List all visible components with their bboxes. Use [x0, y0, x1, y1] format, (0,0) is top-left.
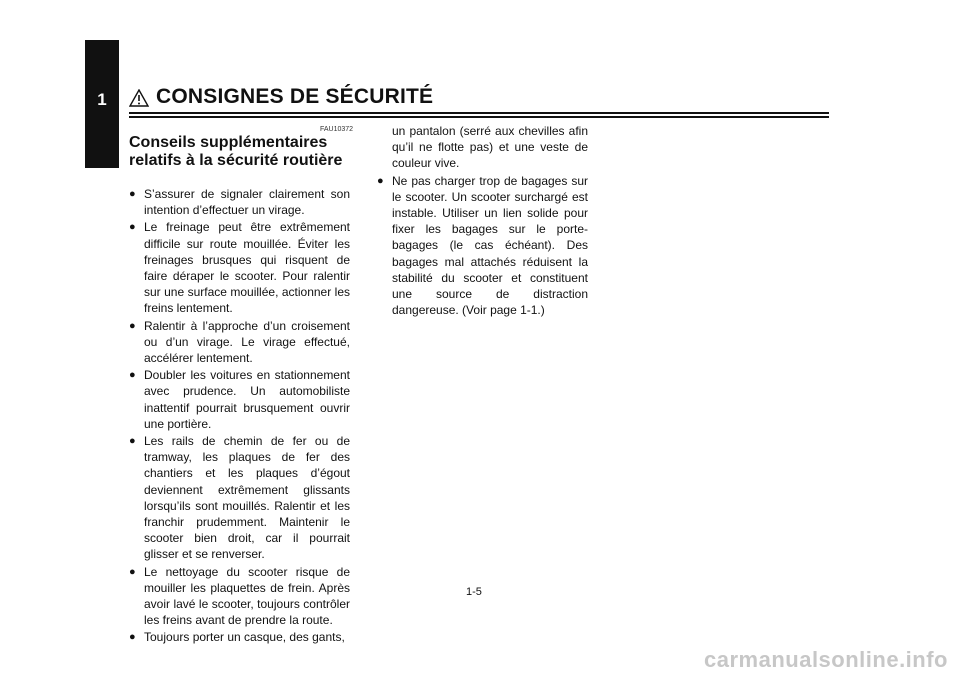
section-title-line: relatifs à la sécurité routière: [129, 152, 343, 169]
list-item: ● Ne pas charger trop de bagages sur le scooter. Un scooter surchargé est instable. Utiliser un lien solide pour fixer les bagages sur le porte-bagages (le cas échéant). Des bagages mal attachés réduisent la stabilité du scooter et constituent une source de distraction dangereuse. (Voir page 1-1.): [377, 173, 588, 319]
list-item: ● S’assurer de signaler clairement son intention d’effectuer un virage.: [129, 186, 350, 218]
header-rule: [129, 116, 829, 118]
list-item: ● Doubler les voitures en stationnement avec prudence. Un automobiliste inattentif pourrait brusquement ouvrir une portière.: [129, 367, 350, 432]
section-title-line: Conseils supplémentaires: [129, 134, 328, 151]
warning-triangle-icon: [129, 89, 149, 107]
continued-text: un pantalon (serré aux chevilles afin qu’il ne flotte pas) et une veste de couleur vive.: [392, 124, 588, 171]
section-title: [129, 134, 369, 170]
chapter-number: 1: [97, 90, 107, 109]
section-code: FAU10372: [320, 126, 354, 133]
left-bullet-list: [129, 186, 350, 646]
page-number: 1-5: [466, 586, 482, 598]
list-item: ● Le nettoyage du scooter risque de mouiller les plaquettes de frein. Après avoir lavé le scooter, toujours contrôler les freins avant de prendre la route.: [129, 564, 350, 629]
chapter-tab: [85, 40, 119, 168]
watermark-text: carmanualsonline.info: [704, 647, 948, 672]
header-title: CONSIGNES DE SÉCURITÉ: [156, 85, 434, 108]
list-item: ● Ralentir à l’approche d’un croisement ou d’un virage. Le virage effectué, accélérer lentement.: [129, 318, 350, 367]
left-column: [129, 186, 350, 647]
list-item: ● Le freinage peut être extrêmement difficile sur route mouillée. Éviter les freinages brusques qui risquent de faire déraper le scooter. Pour ralentir sur une surface mouillée, actionner les freins lentement.: [129, 219, 350, 316]
list-item: ● Les rails de chemin de fer ou de tramway, les plaques de fer des chantiers et les plaques d’égout deviennent extrêmement glissants lorsqu’ils sont mouillés. Ralentir et les franchir prudemment. Maintenir le scooter bien droit, car il pourrait glisser et se renverser.: [129, 433, 350, 563]
header-rule: [129, 112, 829, 114]
right-bullet-list: [377, 173, 588, 319]
list-item: ● Toujours porter un casque, des gants,: [129, 629, 350, 645]
page-header: [129, 85, 829, 115]
right-column: [377, 123, 588, 319]
